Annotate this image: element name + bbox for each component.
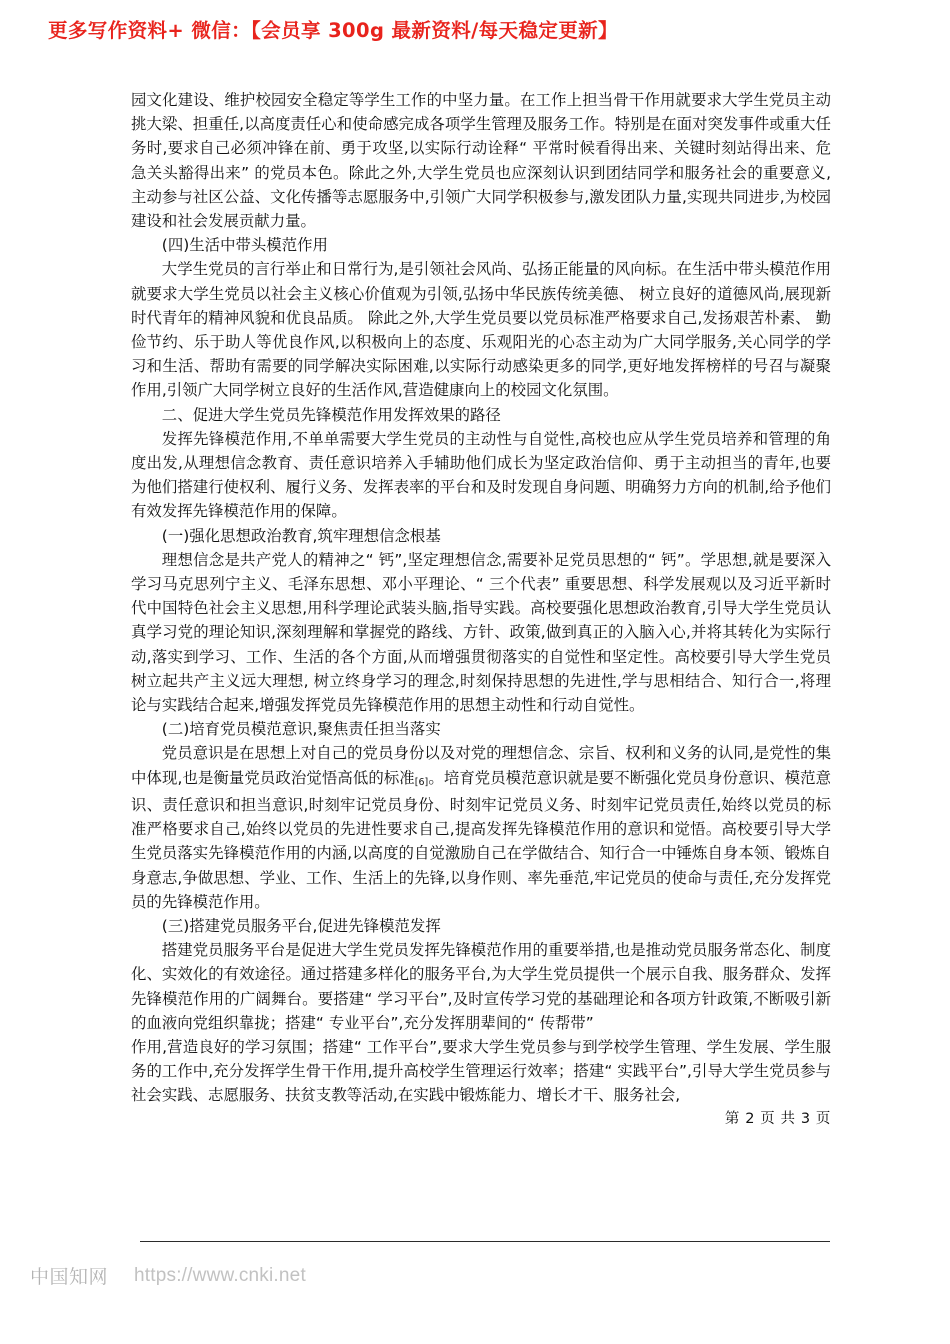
paragraph-text-after-citation: 。培育党员模范意识就是要不断强化党员身份意识、模范意识、责任意识和担当意识,时刻牢记党员身份、时刻牢记党员义务、时刻牢记党员责任,始终以党员的标准严格要求自己,始终以党员的先进性要求自己,提高发挥先锋模范作用的意识和觉悟。高校要引导大学生党员落实先锋模范作用的内涵,以高度的自觉激励自己在学做结合、知行合一中锤炼自身本领、锻炼自身意志,争做思想、学业、工作、生活上的先锋,以身作则、率先垂范,牢记党员的使命与责任,充分发挥党员的先锋模范作用。 [131, 768, 831, 911]
heading-section-2-3: (三)搭建党员服务平台,促进先锋模范发挥 [161, 916, 441, 935]
footer-divider [140, 1241, 830, 1242]
paragraph-section-1-4-body: 大学生党员的言行举止和日常行为,是引领社会风尚、弘扬正能量的风向标。在生活中带头模范作用就要求大学生党员以社会主义核心价值观为引领,弘扬中华民族传统美德、 树立良好的道德风尚,展现新时代青年的精神风貌和优良品质。 除此之外,大学生党员要以党员标准严格要求自己,发扬艰苦朴素、 勤俭节约、乐于助人等优良作风,以积极向上的态度、乐观阳光的心态主动为广大同学服务,关心同学的学习和生活、帮助有需要的同学解决实际困难,以实际行动感染更多的同学,更好地发挥榜样的号召与凝聚作用,引领广大同学树立良好的生活作风,营造健康向上的校园文化氛围。 [131, 260, 831, 400]
promo-banner: 更多写作资料+ 微信：【会员享 300g 最新资料/每天稳定更新】 [48, 19, 618, 42]
heading-section-1-4: (四)生活中带头模范作用 [161, 236, 328, 255]
page-number-indicator: 第 2 页 共 3 页 [724, 1111, 831, 1127]
paragraph-section-2-3-body-continued: 作用,营造良好的学习氛围；搭建“ 工作平台”,要求大学生党员参与到学校学生管理、学生发展、学生服务的工作中,充分发挥学生骨干作用,提升高校学生管理运行效率；搭建“ 实践平台”,引导大学生党员参与社会实践、志愿服务、扶贫支教等活动,在实践中锻炼能力、增长才干、服务社会, [131, 1037, 831, 1105]
cnki-watermark-footer [30, 1262, 306, 1289]
cnki-url-label[interactable]: https://www.cnki.net [134, 1264, 306, 1286]
heading-section-2-2: (二)培育党员模范意识,聚焦责任担当落实 [161, 720, 441, 739]
heading-section-2-1: (一)强化思想政治教育,筑牢理想信念根基 [161, 526, 441, 545]
heading-section-2: 二、促进大学生党员先锋模范作用发挥效果的路径 [161, 405, 501, 424]
citation-marker-6: [6] [414, 776, 429, 788]
paragraph-section-2-3-body: 搭建党员服务平台是促进大学生党员发挥先锋模范作用的重要举措,也是推动党员服务常态化、制度化、实效化的有效途径。通过搭建多样化的服务平台,为大学生党员提供一个展示自我、服务群众、发挥先锋模范作用的广阔舞台。要搭建“ 学习平台”,及时宣传学习党的基础理论和各项方针政策,不断吸引新的血液向党组织靠拢；搭建“ 专业平台”,充分发挥朋辈间的“ 传帮带” [131, 941, 831, 1032]
paragraph-section-2-2-body [131, 741, 831, 913]
paragraph-section-2-1-body: 理想信念是共产党人的精神之“ 钙”,坚定理想信念,需要补足党员思想的“ 钙”。学思想,就是要深入学习马克思列宁主义、毛泽东思想、邓小平理论、“ 三个代表” 重要思想、科学发展观以及习近平新时代中国特色社会主义思想,用科学理论武装头脑,指导实践。高校要强化思想政治教育,引导大学生党员认真学习党的理论知识,深刻理解和掌握党的路线、方针、政策,做到真正的入脑入心,并将其转化为实际行动,落实到学习、工作、生活的各个方面,从而增强贯彻落实的自觉性和坚定性。高校要引导大学生党员树立起共产主义远大理想, 树立终身学习的理念,时刻保持思想的先进性,学与思相结合、知行合一,将理论与实践结合起来,增强发挥党员先锋模范作用的思想主动性和行动自觉性。 [131, 550, 831, 715]
cnki-brand-label: 中国知网 [30, 1266, 109, 1288]
document-body [131, 88, 831, 1108]
paragraph-section-2-intro: 发挥先锋模范作用,不单单需要大学生党员的主动性与自觉性,高校也应从学生党员培养和管理的角度出发,从理想信念教育、责任意识培养入手辅助他们成长为坚定政治信仰、勇于主动担当的青年,也要为他们搭建行使权利、履行义务、发挥表率的平台和及时发现自身问题、明确努力方向的机制,给予他们有效发挥先锋模范作用的保障。 [131, 429, 831, 521]
paragraph-continued-top: 园文化建设、维护校园安全稳定等学生工作的中坚力量。在工作上担当骨干作用就要求大学生党员主动挑大梁、担重任,以高度责任心和使命感完成各项学生管理及服务工作。特别是在面对突发事件或重大任务时,要求自己必须冲锋在前、勇于攻坚,以实际行动诠释“ 平常时候看得出来、关键时刻站得出来、危急关头豁得出来” 的党员本色。除此之外,大学生党员也应深刻认识到团结同学和服务社会的重要意义,主动参与社区公益、文化传播等志愿服务中,引领广大同学积极参与,激发团队力量,实现共同进步,为校园建设和社会发展贡献力量。 [131, 91, 831, 231]
paragraph-text-before-citation: 党员意识是在思想上对自己的党员身份以及对党的理想信念、宗旨、权利和义务的认同,是党性的集中体现,也是衡量党员政治觉悟高低的标准 [131, 744, 831, 787]
